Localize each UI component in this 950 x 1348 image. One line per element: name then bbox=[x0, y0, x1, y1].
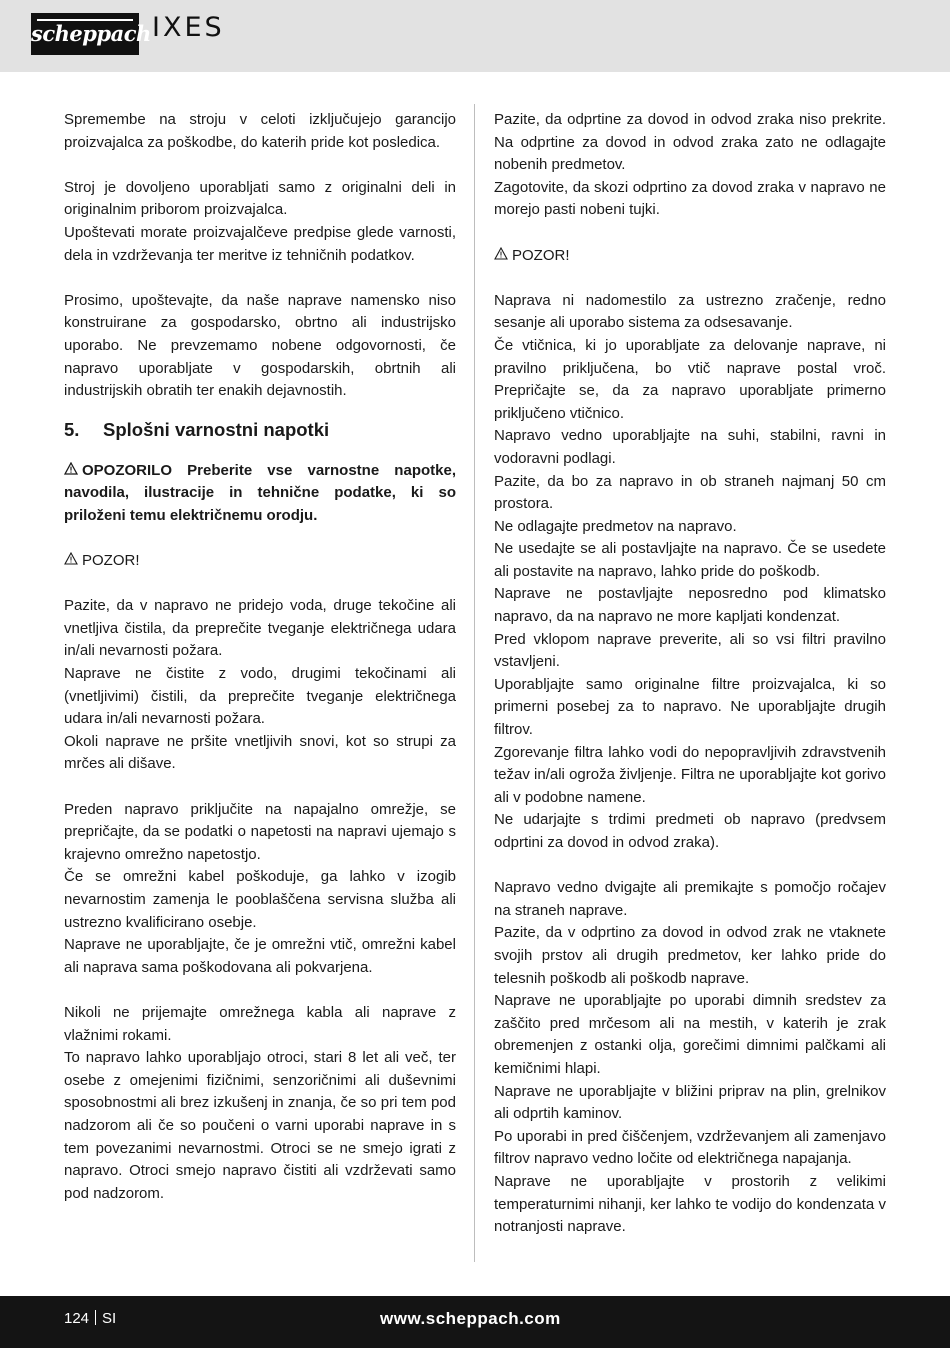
separator bbox=[95, 1310, 96, 1325]
paragraph: Napravo vedno uporabljajte na suhi, stabilni, ravni in vodoravni podlagi. bbox=[494, 427, 886, 467]
paragraph: Naprave ne uporabljajte v prostorih z velikimi temperaturnimi nihanji, ker lahko te vodijo do kondenzata v notranjosti naprave. bbox=[494, 1172, 886, 1236]
paragraph: Okoli naprave ne pršite vnetljivih snovi, kot so strupi za mrčes ali dišave. bbox=[64, 732, 456, 773]
warning-triangle-icon bbox=[494, 245, 508, 268]
paragraph: Prosimo, upoštevajte, da naše naprave namensko niso konstruirane za gospodarsko, obrtno ali industrijsko uporabo. Ne prevzemamo nobene odgovornosti, če napravo uporabljate v gospodarskih, obrtnih ali industrijskih obratih ter enakih dejavnostih. bbox=[64, 291, 456, 400]
caution-text: POZOR! bbox=[82, 552, 140, 570]
paragraph: Ne usedajte se ali postavljajte na napravo. Če se usedete ali postavite na napravo, lahko pride do poškodb. bbox=[494, 540, 886, 580]
paragraph: Nikoli ne prijemajte omrežnega kabla ali naprave z vlažnimi rokami. bbox=[64, 1003, 456, 1044]
page-header bbox=[0, 0, 950, 72]
paragraph: Naprave ne čistite z vodo, drugimi tekočinami ali (vnetljivimi) čistili, da preprečite tveganje električnega udara in/ali nevarnosti požara. bbox=[64, 665, 456, 728]
paragraph: Naprave ne postavljajte neposredno pod klimatsko napravo, da na napravo ne more kapljati kondenzat. bbox=[494, 585, 886, 626]
page-number: 124 bbox=[64, 1310, 90, 1327]
paragraph: Pred vklopom naprave preverite, ali so vsi filtri pravilno vstavljeni. bbox=[494, 630, 886, 671]
paragraph: Upoštevati morate proizvajalčeve predpise glede varnosti, dela in vzdrževanja ter meritve iz tehničnih podatkov. bbox=[64, 223, 456, 264]
paragraph: Naprave ne uporabljajte v bližini priprav na plin, grelnikov ali odprtih kaminov. bbox=[494, 1082, 886, 1123]
caution-label bbox=[494, 245, 886, 268]
logo-text: scheppach bbox=[31, 21, 151, 46]
website-link[interactable]: www.scheppach.com bbox=[380, 1309, 561, 1328]
paragraph: Pazite, da v napravo ne pridejo voda, druge tekočine ali vnetljiva čistila, da preprečite tveganje električnega udara in/ali nevarnosti požara. bbox=[64, 597, 456, 660]
right-column bbox=[494, 109, 886, 1239]
left-column bbox=[64, 109, 456, 1205]
caution-text: POZOR! bbox=[512, 246, 570, 264]
scheppach-logo bbox=[31, 13, 151, 55]
paragraph: Uporabljajte samo originalne filtre proizvajalca, ki so primerni posebej za to napravo. Ne uporabljajte drugih filtrov. bbox=[494, 675, 886, 739]
paragraph: Zgorevanje filtra lahko vodi do nepopravljivih zdravstvenih težav in/ali ogroža življenje. Filtra ne uporabljajte kot gorivo ali v podobne namene. bbox=[494, 743, 886, 806]
product-name: IXES bbox=[152, 12, 225, 43]
paragraph: Preden napravo priključite na napajalno omrežje, se prepričajte, da se podatki o napetosti na napravi ujemajo s krajevno omrežno napetostjo. bbox=[64, 800, 456, 863]
paragraph: Napravo vedno dvigajte ali premikajte s pomočjo ročajev na straneh naprave. bbox=[494, 879, 886, 919]
page-number-block bbox=[64, 1296, 116, 1342]
paragraph: Če se omrežni kabel poškoduje, ga lahko v izogib nevarnostim zamenja le pooblaščena servisna služba ali ustrezno kvalificirano osebje. bbox=[64, 868, 456, 931]
paragraph: Če vtičnica, ki jo uporabljate za delovanje naprave, ni pravilno priključena, bo vtič naprave postal vroč. Prepričajte se, da za napravo uporabljate primerno priključeno vtičnico. bbox=[494, 336, 886, 422]
paragraph: Pazite, da bo za napravo in ob straneh najmanj 50 cm prostora. bbox=[494, 472, 886, 513]
paragraph: Naprave ne uporabljajte, če je omrežni vtič, omrežni kabel ali naprava sama poškodovana ali pokvarjena. bbox=[64, 936, 456, 976]
section-title: Splošni varnostni napotki bbox=[103, 418, 330, 440]
paragraph: Zagotovite, da skozi odprtino za dovod zraka v napravo ne morejo pasti nobeni tujki. bbox=[494, 178, 886, 219]
section-number: 5. bbox=[64, 418, 80, 440]
paragraph: Spremembe na stroju v celoti izključujejo garancijo proizvajalca za poškodbe, do katerih pride kot posledica. bbox=[64, 111, 456, 151]
paragraph: Naprava ni nadomestilo za ustrezno zračenje, redno sesanje ali uporabo sistema za odsesavanje. bbox=[494, 291, 886, 332]
paragraph: Stroj je dovoljeno uporabljati samo z originalni deli in originalnim priborom proizvajalca. bbox=[64, 178, 456, 219]
column-divider bbox=[474, 104, 475, 1262]
warning-paragraph bbox=[64, 460, 456, 528]
section-heading bbox=[64, 415, 456, 460]
caution-label bbox=[64, 550, 456, 573]
paragraph: Pazite, da v odprtino za dovod in odvod zrak ne vtaknete svojih prstov ali drugih predmetov, ker lahko pride do telesnih poškodb ali poškodb naprave. bbox=[494, 924, 886, 987]
page-footer bbox=[0, 1296, 950, 1348]
warning-triangle-icon bbox=[64, 550, 78, 573]
paragraph: Naprave ne uporabljajte po uporabi dimnih sredstev za zaščito pred mrčesom ali na mestih, v katerih je zrak obremenjen z ostanki olja, gorečimi dimnimi palčkami ali kemičnimi hlapi. bbox=[494, 992, 886, 1077]
warning-triangle-icon bbox=[64, 460, 78, 483]
paragraph: To napravo lahko uporabljajo otroci, stari 8 let ali več, ter osebe z omejenimi fizičnimi, senzoričnimi ali duševnimi sposobnostmi ali brez izkušenj in znanja, če so pri tem pod nadzorom ali če so poučeni o varni uporabi naprave in s tem povezanimi nevarnostmi. Otroci se ne smejo igrati z napravo. Otroci smejo napravo čistiti ali vzdrževati samo pod nadzorom. bbox=[64, 1049, 456, 1202]
warning-text: OPOZORILO Preberite vse varnostne napotke, navodila, ilustracije in tehnične podatke, ki so priloženi temu električnemu orodju. bbox=[64, 461, 456, 524]
paragraph: Po uporabi in pred čiščenjem, vzdrževanjem ali zamenjavo filtrov napravo vedno ločite od električnega napajanja. bbox=[494, 1127, 886, 1168]
paragraph: Ne odlagajte predmetov na napravo. bbox=[494, 517, 737, 535]
paragraph: Ne udarjajte s trdimi predmeti ob napravo (predvsem odprtini za dovod in odvod zraka). bbox=[494, 811, 886, 851]
paragraph: Pazite, da odprtine za dovod in odvod zraka niso prekrite. Na odprtine za dovod in odvod zraka zato ne odlagajte nobenih predmetov. bbox=[494, 111, 886, 174]
language-code: SI bbox=[102, 1310, 117, 1327]
